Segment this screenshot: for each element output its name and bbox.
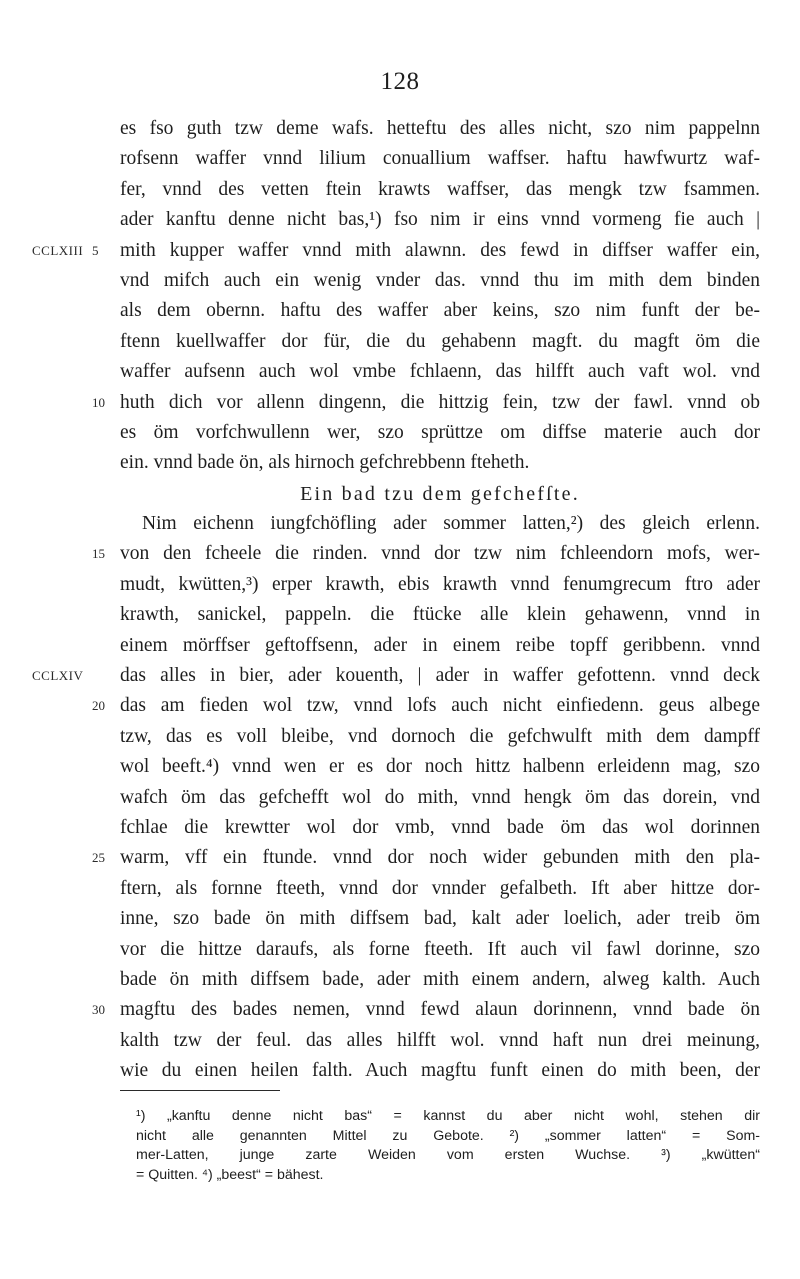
- text-line: [120, 448, 760, 478]
- line-text: warm, vff ein ftunde. vnnd dor noch wider gebunden mith den pla-: [120, 847, 760, 869]
- line-text: es fso guth tzw deme wafs. hetteftu des alles nicht, szo nim pappelnn: [120, 118, 760, 139]
- line-text: das alles in bier, ader kouenth, | ader in waffer gefottenn. vnnd deck: [120, 665, 760, 687]
- line-text: fer, vnnd des vetten ftein krawts waffser, das mengk tzw fsammen.: [120, 178, 760, 200]
- text-line: [120, 600, 760, 630]
- line-text: huth dich vor allenn dingenn, die hittzig fein, tzw der fawl. vnnd ob: [120, 391, 760, 413]
- line-text: mudt, kwütten,³) erper krawth, ebis krawth vnnd fenumgrecum ftro ader: [120, 573, 760, 595]
- text-line: [120, 509, 760, 539]
- text-line: [120, 722, 760, 752]
- text-line: [120, 783, 760, 813]
- text-line: [120, 904, 760, 934]
- text-line: [120, 205, 760, 235]
- text-line: [92, 995, 760, 1025]
- footnote-line: ¹) „kanftu denne nicht bas“ = kannst du aber nicht wohl, stehen dir: [136, 1108, 760, 1124]
- line-number: 25: [92, 850, 105, 866]
- text-line: [120, 965, 760, 995]
- line-text: waffer aufsenn auch wol vmbe fchlaenn, das hilfft auch vaft wol. vnd: [120, 361, 760, 383]
- text-line: [92, 388, 760, 418]
- line-text: es öm vorfchwullenn wer, szo sprüttze om diffse materie auch dor: [120, 421, 760, 443]
- body-text: [32, 114, 760, 1087]
- line-text: einem mörffser geftoffsenn, ader in einem reibe topff geribbenn. vnnd: [120, 634, 760, 656]
- line-text: Nim eichenn iungfchöfling ader sommer latten,²) des gleich erlenn.: [142, 513, 760, 535]
- text-line: [120, 1056, 760, 1086]
- text-line: [120, 631, 760, 661]
- text-line: [120, 813, 760, 843]
- text-line: [120, 114, 760, 144]
- line-text: magftu des bades nemen, vnnd fewd alaun dorinnenn, vnnd bade ön: [120, 999, 760, 1021]
- text-line: [120, 874, 760, 904]
- text-line: [120, 327, 760, 357]
- line-text: vnd mifch auch ein wenig vnder das. vnnd thu im mith dem binden: [120, 269, 760, 291]
- line-text: von den fcheele die rinden. vnnd dor tzw nim fchleendorn mofs, wer-: [120, 543, 760, 565]
- line-text: inne, szo bade ön mith diffsem bad, kalt ader loelich, ader treib öm: [120, 908, 760, 930]
- line-text: ein. vnnd bade ön, als hirnoch gefchrebbenn fteheth.: [120, 452, 530, 474]
- footnote-line: nicht alle genannten Mittel zu Gebote. ²) „sommer latten“ = Som-: [136, 1127, 760, 1144]
- footnotes: [136, 1107, 760, 1185]
- line-number: 30: [92, 1002, 105, 1018]
- line-text: ader kanftu denne nicht bas,¹) fso nim ir eins vnnd vormeng fie auch |: [120, 209, 760, 231]
- text-line: [92, 843, 760, 873]
- line-text: wol beeft.⁴) vnnd wen er es dor noch hittz halbenn erleidenn mag, szo: [120, 756, 760, 778]
- line-text: Ein bad tzu dem gefchefſte.: [300, 482, 580, 505]
- folio-marker: CCLXIV: [32, 668, 84, 684]
- line-number: 5: [92, 242, 99, 258]
- line-number: 15: [92, 546, 105, 562]
- line-text: das am fieden wol tzw, vnnd lofs auch nicht einfiedenn. geus albege: [120, 695, 760, 717]
- text-line: [120, 570, 760, 600]
- text-line: [92, 539, 760, 569]
- text-line: [120, 266, 760, 296]
- text-line: [120, 935, 760, 965]
- line-text: als dem obernn. haftu des waffer aber keins, szo nim funft der be-: [120, 300, 760, 322]
- text-line: [120, 418, 760, 448]
- text-line: [92, 691, 760, 721]
- text-line: [32, 661, 760, 691]
- line-text: mith kupper waffer vnnd mith alawnn. des fewd in diffser waffer ein,: [120, 239, 760, 261]
- line-text: ftern, als fornne fteeth, vnnd dor vnnder gefalbeth. Ift aber hittze dor-: [120, 877, 760, 899]
- line-text: wafch öm das gefchefft wol do mith, vnnd hengk öm das dorein, vnd: [120, 786, 760, 808]
- footnote-line: mer-Latten, junge zarte Weiden vom ersten Wuchse. ³) „kwütten“: [136, 1147, 760, 1164]
- section-heading: [120, 479, 760, 509]
- text-line: [32, 236, 760, 266]
- footnote-divider: [120, 1090, 280, 1091]
- text-line: [120, 175, 760, 205]
- text-line: [120, 144, 760, 174]
- text-line: [120, 357, 760, 387]
- text-line: [120, 296, 760, 326]
- text-line: [120, 752, 760, 782]
- footnote-line: = Quitten. ⁴) „beest“ = bähest.: [136, 1166, 324, 1183]
- line-text: wie du einen heilen falth. Auch magftu funft einen do mith been, der: [120, 1060, 760, 1082]
- line-text: tzw, das es voll bleibe, vnd dornoch die gefchwulft mith dem dampff: [120, 725, 760, 747]
- line-text: vor die hittze daraufs, als forne fteeth. Ift auch vil fawl dorinne, szo: [120, 938, 760, 960]
- line-text: ftenn kuellwaffer dor für, die du gehabenn magft. du magft öm die: [120, 330, 760, 352]
- line-text: fchlae die krewtter wol dor vmb, vnnd bade öm das wol dorinnen: [120, 816, 760, 838]
- line-number: 20: [92, 698, 105, 714]
- line-text: rofsenn waffer vnnd lilium conuallium waffser. haftu hawfwurtz waf-: [120, 148, 760, 170]
- line-text: kalth tzw der feul. das alles hilfft wol. vnnd haft nun drei meinung,: [120, 1029, 760, 1051]
- page-number: 128: [380, 68, 420, 95]
- folio-marker: CCLXIII: [32, 242, 84, 258]
- line-number: 10: [92, 394, 105, 410]
- line-text: bade ön mith diffsem bade, ader mith einem andern, alweg kalth. Auch: [120, 968, 760, 990]
- line-text: krawth, sanickel, pappeln. die ftücke alle klein gehawenn, vnnd in: [120, 604, 760, 626]
- text-line: [120, 1026, 760, 1056]
